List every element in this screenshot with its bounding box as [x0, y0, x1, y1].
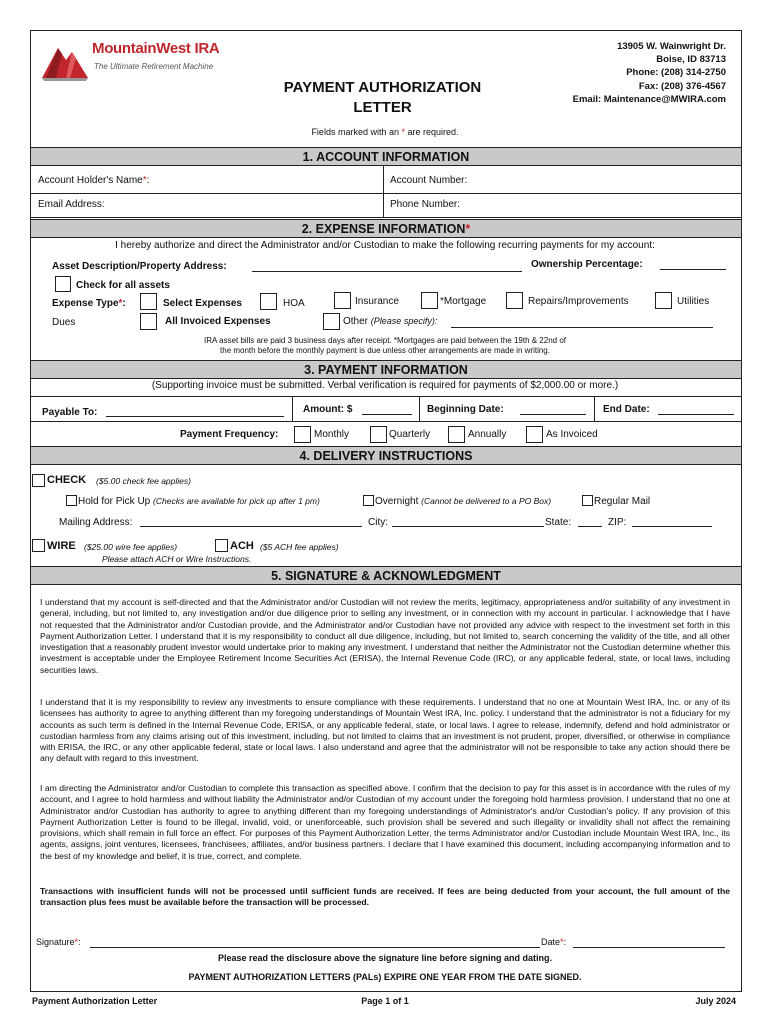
beginning-date-label: Beginning Date: — [427, 404, 504, 415]
section-delivery-heading: 4. DELIVERY INSTRUCTIONS — [31, 446, 741, 465]
account-holder-label — [38, 175, 149, 186]
address-city: Boise, ID 83713 — [656, 54, 726, 66]
other-specify: (Please specify): — [370, 316, 438, 326]
end-date-label: End Date: — [603, 404, 650, 415]
address-email[interactable]: Email: Maintenance@MWIRA.com — [572, 93, 726, 105]
mortgage-checkbox[interactable] — [421, 292, 438, 309]
hoa-label: HOA — [283, 298, 305, 309]
hold-pickup-checkbox[interactable] — [66, 495, 77, 506]
zip-field[interactable] — [632, 515, 712, 527]
expense-note-line-1: IRA asset bills are paid 3 business days after receipt. *Mortgages are paid between the 19th & 22nd of — [204, 336, 566, 345]
zip-label: ZIP: — [608, 517, 627, 528]
wire-fee-note: ($25.00 wire fee applies) — [84, 542, 178, 552]
state-label: State: — [545, 517, 572, 528]
end-date-field[interactable] — [658, 403, 734, 415]
divider — [31, 193, 741, 194]
check-delivery-checkbox[interactable] — [32, 474, 45, 487]
acknowledgment-paragraph-3: I am directing the Administrator and/or Custodian to complete this transaction as specified above. I confirm that the decision to pay for this asset is in accordance with the rules of my account, and I agree to hold harmless and without liability the Administrator and/or Custodian of my account under the foregoing hold harmless provision. I understand that no one at Administrator and/or Custodian has authority to agree to anything different than my foregoing understandings of Administrator's and/or Custodian's policy. If any provision of this Payment Authorization Letter is found to be illegal, invalid, void, or unenforceable, such provision shall be severed and such illegality or invalidity shall not affect the remaining provisions, which shall remain in full force an effect. For purposes of this Payment Authorization Letter, the terms Administrator and/or Custodian include Mountain West IRA, Inc., its agents, assigns, joint ventures, licensees, franchisees, affiliates, and/or business partners. I declare that I have examined this document, including accompanying information and to the best of my knowledge and belief, it is true, correct, and complete. — [40, 783, 730, 861]
all-invoiced-checkbox[interactable] — [140, 313, 157, 330]
date-field[interactable] — [573, 936, 725, 948]
required-note — [0, 127, 770, 137]
footer-doc-name: Payment Authorization Letter — [32, 996, 158, 1006]
check-delivery-label: CHECK — [47, 474, 87, 486]
state-field[interactable] — [578, 515, 602, 527]
annually-label: Annually — [468, 429, 507, 440]
expire-note: PAYMENT AUTHORIZATION LETTERS (PALs) EXPIRE ONE YEAR FROM THE DATE SIGNED. — [188, 972, 582, 982]
section-expense-heading — [31, 219, 741, 238]
logo-tagline: The Ultimate Retirement Machine — [94, 62, 214, 71]
page-title — [255, 78, 510, 118]
colon: : — [146, 175, 150, 186]
phone-field[interactable] — [472, 196, 734, 216]
expense-type-label — [52, 298, 126, 309]
required-star: * — [401, 127, 406, 137]
company-address — [573, 40, 726, 106]
signature-text: Signature — [36, 937, 75, 947]
check-all-assets-checkbox[interactable] — [55, 276, 71, 292]
date-text: Date — [541, 937, 561, 947]
mailing-address-label: Mailing Address: — [59, 517, 133, 528]
regular-mail-label: Regular Mail — [594, 496, 651, 507]
expense-type-text: Expense Type — [52, 298, 119, 309]
regular-mail-checkbox[interactable] — [582, 495, 593, 506]
utilities-label: Utilities — [677, 296, 710, 307]
acknowledgment-paragraph-1: I understand that my account is self-directed and that the Administrator and/or Custodian will not review the merits, legitimacy, appropriateness and/or suitability of any investment in general, including, but not limited to, any investigation and/or due diligence prior to selling any investment, or in connection with my account in particular. I acknowledge that I have not requested that the Administrator and/or Custodian provide, and the Administrator and/or Custodian have not provided any advice with respect to the investment set forth in this Payment Authorization Letter. I understand that it is my responsibility to conduct all due diligence, including, but not limited to, search concerning the validity of the title, and all other investigation that a reasonably prudent investor would undertake prior to making any investment. I understand that neither the Administrator not the Custodian determine whether this investment is acceptable under the Employee Retirement Income Securities Act (ERISA), the Internal Revenue Code (IRC), or any applicable federal, state, or local laws, including securities laws. — [40, 597, 730, 675]
amount-label: Amount: $ — [303, 404, 353, 415]
utilities-checkbox[interactable] — [655, 292, 672, 309]
address-phone: Phone: (208) 314-2750 — [626, 67, 726, 79]
payable-to-label: Payable To: — [42, 407, 98, 418]
email-label: Email Address: — [38, 199, 105, 210]
hoa-checkbox[interactable] — [260, 293, 277, 310]
repairs-label: Repairs/Improvements — [528, 296, 629, 307]
expense-intro: I hereby authorize and direct the Administrator and/or Custodian to make the following recurring payments for my account: — [115, 240, 655, 251]
check-all-assets-label: Check for all assets — [76, 280, 170, 291]
divider — [31, 396, 741, 397]
required-star: * — [560, 937, 564, 947]
hold-pickup-note: (Checks are available for pick up after 1 pm) — [153, 496, 320, 506]
divider — [383, 166, 384, 217]
required-star: * — [142, 175, 147, 186]
hold-pickup-text: Hold for Pick Up — [78, 496, 151, 507]
logo-name: MountainWest IRA — [92, 40, 220, 57]
divider — [31, 217, 741, 218]
overnight-note: (Cannot be delivered to a PO Box) — [421, 496, 552, 506]
check-fee-note: ($5.00 check fee applies) — [96, 476, 191, 486]
required-star: * — [118, 298, 123, 309]
all-invoiced-label: All Invoiced Expenses — [165, 316, 271, 327]
date-label: Date*: — [541, 937, 567, 947]
mortgage-label: *Mortgage — [440, 296, 487, 307]
ownership-field[interactable] — [660, 258, 726, 270]
monthly-label: Monthly — [314, 429, 350, 440]
section-account-heading: 1. ACCOUNT INFORMATION — [31, 147, 741, 166]
payable-to-field[interactable] — [106, 405, 284, 417]
as-invoiced-label: As Invoiced — [546, 429, 598, 440]
beginning-date-field[interactable] — [520, 403, 586, 415]
title-line-1: PAYMENT AUTHORIZATION — [283, 79, 482, 96]
other-text: Other — [343, 316, 369, 327]
hold-pickup-label — [78, 496, 320, 507]
section-expense-title: 2. EXPENSE INFORMATION — [301, 222, 466, 236]
payment-sub: (Supporting invoice must be submitted. Verbal verification is required for payments of $2,000.00 or more.) — [151, 380, 619, 391]
section-signature-heading: 5. SIGNATURE & ACKNOWLEDGMENT — [31, 566, 741, 585]
monthly-checkbox[interactable] — [294, 426, 311, 443]
divider — [419, 396, 420, 421]
ach-label: ACH — [230, 540, 254, 552]
mountain-logo-icon — [40, 38, 90, 82]
required-star: * — [74, 937, 79, 947]
required-note-pre: Fields marked with an — [311, 127, 399, 137]
email-field[interactable] — [118, 196, 380, 216]
wire-checkbox[interactable] — [32, 539, 45, 552]
other-specify-field[interactable] — [451, 316, 713, 328]
divider — [31, 421, 741, 422]
account-holder-field[interactable] — [170, 170, 380, 190]
address-fax: Fax: (208) 376-4567 — [638, 80, 726, 92]
annually-checkbox[interactable] — [448, 426, 465, 443]
attach-note: Please attach ACH or Wire Instructions. — [102, 554, 252, 564]
section-payment-heading: 3. PAYMENT INFORMATION — [31, 360, 741, 379]
insufficient-funds-warning: Transactions with insufficient funds will not be processed until sufficient funds are received. If fees are being deducted from your account, the full amount of the transaction plus fees must be available before the transaction will be processed. — [40, 886, 730, 908]
signature-field[interactable] — [90, 936, 540, 948]
ownership-label: Ownership Percentage: — [531, 259, 643, 270]
account-number-field[interactable] — [480, 170, 735, 190]
insurance-checkbox[interactable] — [334, 292, 351, 309]
footer-page-number: Page 1 of 1 — [361, 996, 409, 1006]
quarterly-checkbox[interactable] — [370, 426, 387, 443]
as-invoiced-checkbox[interactable] — [526, 426, 543, 443]
amount-field[interactable] — [362, 403, 412, 415]
overnight-text: Overnight — [375, 496, 419, 507]
payment-frequency-label: Payment Frequency: — [180, 429, 279, 440]
other-checkbox[interactable] — [323, 313, 340, 330]
asset-description-field[interactable] — [252, 260, 522, 272]
footer-date: July 2024 — [695, 996, 736, 1006]
overnight-checkbox[interactable] — [363, 495, 374, 506]
divider — [594, 396, 595, 421]
title-line-2: LETTER — [353, 99, 412, 116]
acknowledgment-paragraph-2: I understand that it is my responsibility to review any investments to ensure compliance with these requirements. I understand that no one at Mountain West IRA, Inc. or any of its licensees has authority to agree to anything different than my foregoing understandings of Mountain West IRA, Inc. policy. I understand that the administrator is not a fiduciary for my accounts as such term is defined in the Internal Revenue Code, ERISA, or any applicable federal, state, or local laws. I agree to release, indemnify, defend and hold administrator or custodian harmless from any claims arising out of this investment, including, but not limited to claims that an investment is not prudent, proper, diversified, or otherwise in compliance with ERISA, the IRC, or any other applicable federal, state or local laws. I also understand and agree that the administrator will not be responsible to take any action should there be any default with regard to this investment. — [40, 697, 730, 764]
account-holder-text: Account Holder's Name — [38, 175, 143, 186]
required-star: * — [465, 222, 471, 236]
address-street: 13905 W. Wainwright Dr. — [617, 41, 726, 52]
asset-description-label: Asset Description/Property Address: — [52, 261, 227, 272]
account-number-label: Account Number: — [390, 175, 468, 186]
wire-label: WIRE — [47, 540, 76, 552]
select-expenses-label: Select Expenses — [163, 298, 242, 309]
select-expenses-checkbox[interactable] — [140, 293, 157, 310]
insurance-label: Insurance — [355, 296, 399, 307]
mailing-address-field[interactable] — [140, 515, 362, 527]
repairs-checkbox[interactable] — [506, 292, 523, 309]
ach-fee-note: ($5 ACH fee applies) — [260, 542, 339, 552]
divider — [292, 396, 293, 421]
city-field[interactable] — [392, 515, 544, 527]
colon: : — [122, 298, 126, 309]
company-logo — [40, 38, 240, 82]
ach-checkbox[interactable] — [215, 539, 228, 552]
phone-label: Phone Number: — [390, 199, 461, 210]
overnight-label — [375, 496, 551, 507]
dues-label: Dues — [52, 317, 76, 328]
expense-note-line-2: the month before the monthly payment is due unless other arrangements are made in writing. — [220, 346, 550, 355]
required-note-post: are required. — [407, 127, 459, 137]
city-label: City: — [368, 517, 388, 528]
read-disclosure-note: Please read the disclosure above the signature line before signing and dating. — [217, 953, 553, 963]
other-label — [343, 316, 437, 327]
signature-label: Signature*: — [36, 937, 81, 947]
quarterly-label: Quarterly — [389, 429, 431, 440]
